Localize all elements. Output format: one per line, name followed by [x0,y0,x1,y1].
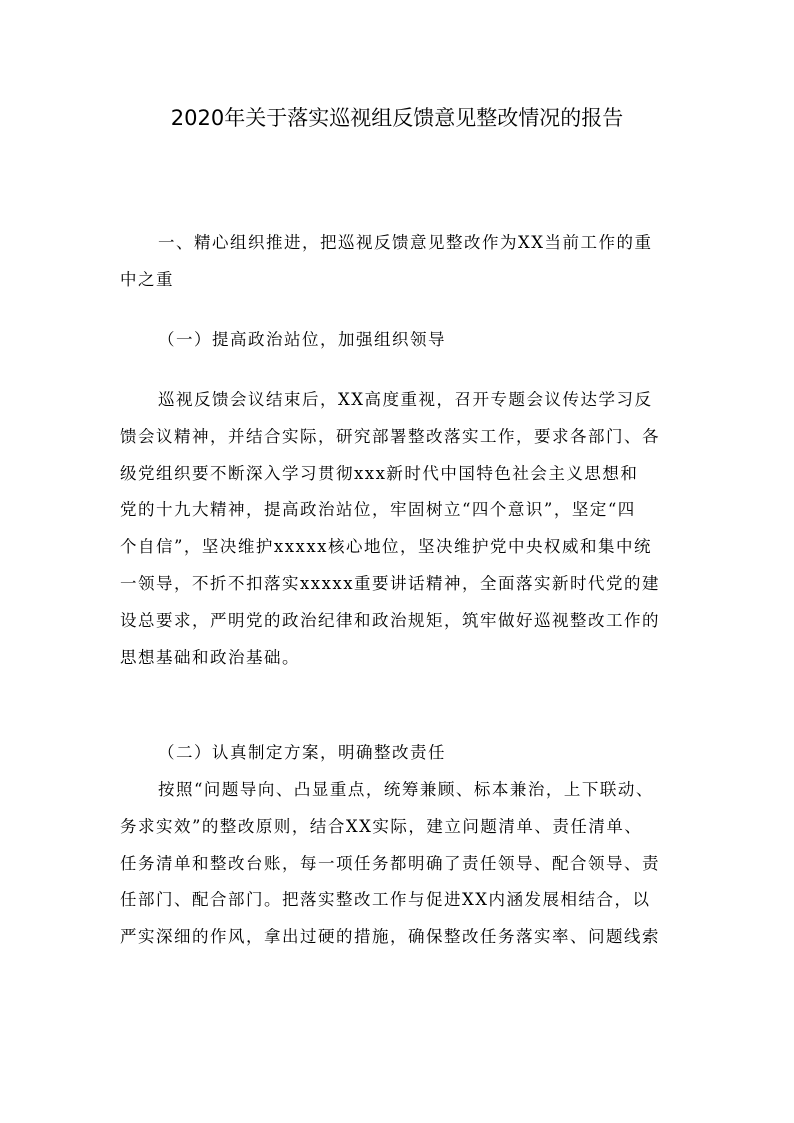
paragraph-line: 馈会议精神，并结合实际，研究部署整改落实工作，要求各部门、各 [120,426,660,446]
paragraph-line: 思想基础和政治基础。 [120,647,300,667]
section-heading-1 [120,225,680,299]
subsection-heading-1 [120,322,680,359]
subheading-line: （一）提高政治站位，加强组织领导 [158,330,446,349]
paragraph-1 [120,382,680,676]
subsection-heading-2 [120,735,680,772]
heading-line: 中之重 [120,269,174,289]
paragraph-line: 一领导，不折不扣落实xxxxx重要讲话精神，全面落实新时代党的建 [120,573,661,593]
subheading-line: （二）认真制定方案，明确整改责任 [158,743,446,762]
paragraph-line: 任部门、配合部门。把落实整改工作与促进XX内涵发展相结合，以 [120,890,651,910]
paragraph-line: 个自信”，坚决维护xxxxx核心地位，坚决维护党中央权威和集中统 [120,537,652,557]
paragraph-line: 党的十九大精神，提高政治站位，牢固树立“四个意识”，坚定“四 [120,500,636,520]
paragraph-line: 严实深细的作风，拿出过硬的措施，确保整改任务落实率、问题线索 [120,927,660,947]
paragraph-line: 巡视反馈会议结束后，XX高度重视，召开专题会议传达学习反 [158,390,653,409]
paragraph-line: 设总要求，严明党的政治纪律和政治规矩，筑牢做好巡视整改工作的 [120,610,660,630]
paragraph-line: 级党组织要不断深入学习贯彻xxx新时代中国特色社会主义思想和 [120,463,639,483]
paragraph-line: 务求实效”的整改原则，结合XX实际，建立问题清单、责任清单、 [120,816,643,836]
paragraph-2 [120,772,680,956]
paragraph-line: 按照“问题导向、凸显重点，统筹兼顾、标本兼治，上下联动、 [158,780,654,799]
paragraph-line: 任务清单和整改台账，每一项任务都明确了责任领导、配合领导、责 [120,853,660,873]
document-title: 2020年关于落实巡视组反馈意见整改情况的报告 [170,106,624,130]
heading-line: 一、精心组织推进，把巡视反馈意见整改作为XX当前工作的重 [158,233,653,252]
